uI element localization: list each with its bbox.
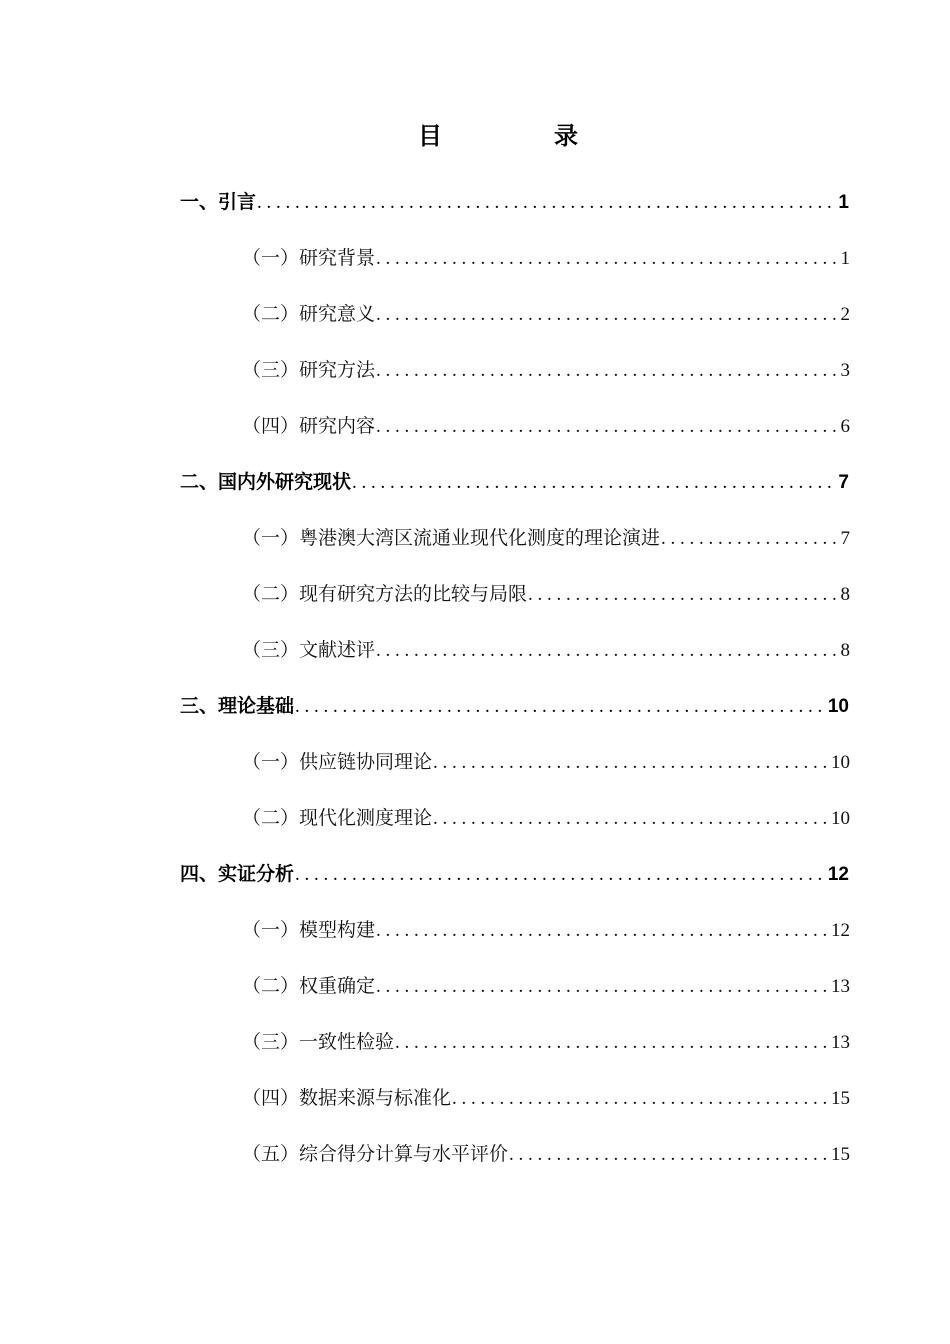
toc-page-number: 2 — [840, 304, 850, 325]
toc-entry-label: （三）文献述评 — [242, 639, 376, 661]
toc-entry-label: （一）研究背景 — [242, 247, 376, 269]
toc-entry[interactable] — [180, 686, 849, 726]
toc-entry[interactable] — [242, 406, 850, 446]
toc-entry-label: （二）现代化测度理论 — [242, 807, 433, 829]
toc-entry-label: （一）模型构建 — [242, 919, 376, 941]
toc-entry[interactable] — [242, 910, 850, 950]
toc-entry-label: （二）研究意义 — [242, 303, 376, 325]
toc-page-number: 13 — [831, 976, 850, 997]
toc-page-number: 7 — [840, 528, 850, 549]
toc-entry[interactable] — [242, 630, 850, 670]
toc-entry[interactable] — [180, 462, 849, 502]
toc-entry[interactable] — [242, 742, 850, 782]
toc-page-number: 10 — [831, 752, 850, 773]
toc-page-number: 6 — [840, 416, 850, 437]
toc-page-number: 12 — [827, 864, 849, 885]
toc-dot-leader — [375, 407, 838, 447]
toc-entry-label: （一）粤港澳大湾区流通业现代化测度的理论演进 — [242, 527, 661, 549]
toc-entry[interactable] — [242, 574, 850, 614]
toc-entry-label: 四、实证分析 — [180, 863, 295, 885]
toc-page-number: 10 — [827, 696, 849, 717]
toc-dot-leader — [508, 1135, 829, 1175]
toc-entry[interactable] — [242, 518, 850, 558]
toc-entry-label: （五）综合得分计算与水平评价 — [242, 1143, 509, 1165]
toc-entry[interactable] — [242, 294, 850, 334]
toc-entry-label: （四）研究内容 — [242, 415, 376, 437]
toc-entry[interactable] — [242, 1022, 850, 1062]
toc-entry[interactable] — [242, 798, 850, 838]
toc-dot-leader — [394, 1023, 829, 1063]
toc-entry[interactable] — [180, 182, 849, 222]
toc-entry-label: （三）研究方法 — [242, 359, 376, 381]
toc-dot-leader — [375, 967, 829, 1007]
toc-entry[interactable] — [242, 1134, 850, 1174]
toc-page-number: 12 — [831, 920, 850, 941]
toc-dot-leader — [660, 519, 838, 559]
toc-entry-label: （四）数据来源与标准化 — [242, 1087, 452, 1109]
toc-dot-leader — [451, 1079, 829, 1119]
toc-title: 目 录 — [418, 122, 622, 150]
toc-entry-label: 二、国内外研究现状 — [180, 471, 352, 493]
toc-dot-leader — [375, 239, 838, 279]
toc-page-number: 15 — [831, 1088, 850, 1109]
toc-dot-leader — [256, 183, 836, 223]
toc-entry-label: 一、引言 — [180, 191, 257, 213]
toc-dot-leader — [527, 575, 838, 615]
toc-entry[interactable] — [242, 238, 850, 278]
toc-entry-label: （一）供应链协同理论 — [242, 751, 433, 773]
toc-entry[interactable] — [242, 966, 850, 1006]
toc-dot-leader — [375, 911, 829, 951]
toc-page-number: 1 — [840, 248, 850, 269]
toc-dot-leader — [375, 351, 838, 391]
toc-entry-label: （二）权重确定 — [242, 975, 376, 997]
toc-entry[interactable] — [242, 350, 850, 390]
toc-entry-label: 三、理论基础 — [180, 695, 295, 717]
toc-dot-leader — [294, 855, 826, 895]
toc-page-number: 13 — [831, 1032, 850, 1053]
toc-page-number: 1 — [838, 192, 849, 213]
toc-page-number: 15 — [831, 1144, 850, 1165]
toc-entry-label: （三）一致性检验 — [242, 1031, 395, 1053]
toc-dot-leader — [294, 687, 826, 727]
toc-page-number: 8 — [840, 640, 850, 661]
toc-page-number: 7 — [838, 472, 849, 493]
toc-entry[interactable] — [242, 1078, 850, 1118]
toc-dot-leader — [375, 631, 838, 671]
toc-page-number: 8 — [840, 584, 850, 605]
toc-dot-leader — [351, 463, 836, 503]
toc-entry[interactable] — [180, 854, 849, 894]
toc-page-number: 10 — [831, 808, 850, 829]
toc-dot-leader — [432, 799, 829, 839]
toc-entry-label: （二）现有研究方法的比较与局限 — [242, 583, 528, 605]
toc-dot-leader — [375, 295, 838, 335]
toc-dot-leader — [432, 743, 829, 783]
toc-page-number: 3 — [840, 360, 850, 381]
